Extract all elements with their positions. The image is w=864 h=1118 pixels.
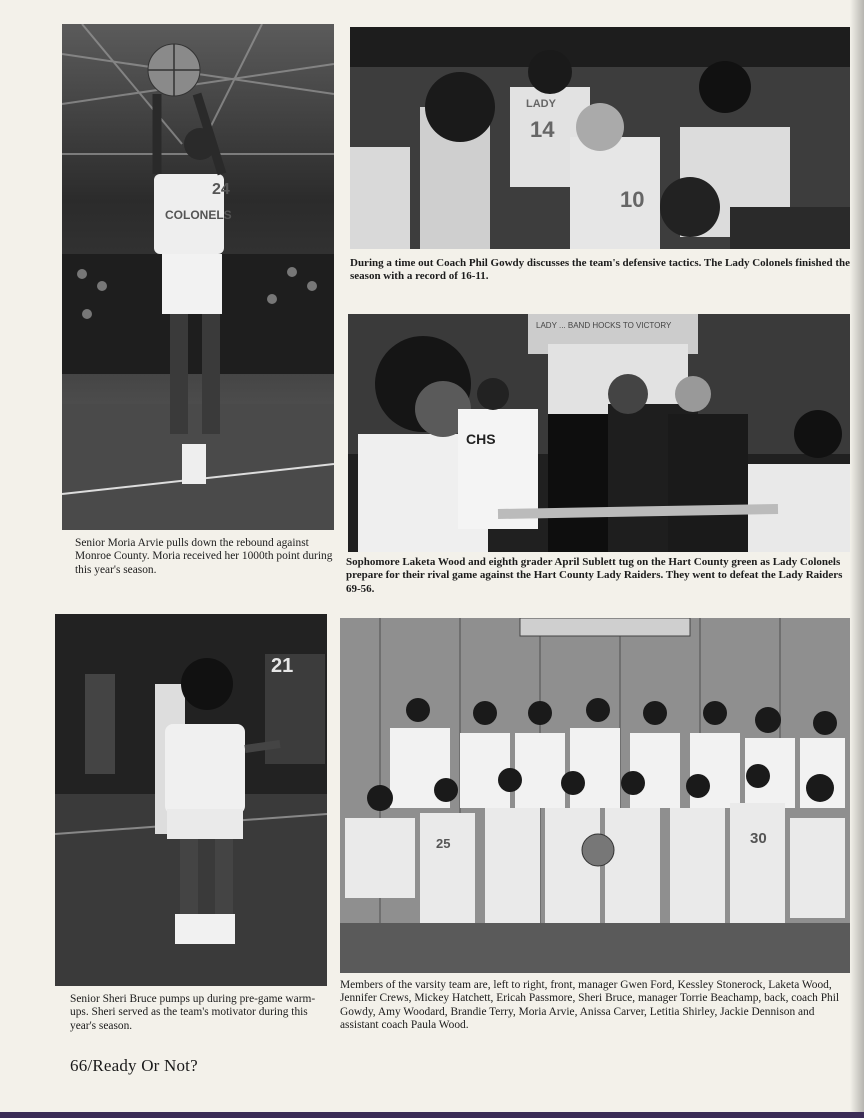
photo-rebound [62,24,334,530]
jersey-number-30: 30 [750,830,767,847]
jersey-number-21: 21 [271,655,294,677]
photo-team [340,618,850,973]
page-edge-shadow [850,0,864,1118]
photo-banner: LADY ... BAND HOCKS TO VICTORY [536,321,672,330]
page-folio: 66/Ready Or Not? [70,1056,198,1075]
caption-team: Members of the varsity team are, left to right, front, manager Gwen Ford, Kessley Stonerock, Laketa Wood, Jennifer Crews, Mickey Hatchett, Ericah Passmore, Sheri Bruce, manager Torrie Beachamp, back, coach Phil Gowdy, Amy Woodard, Brandie Terry, Moria Arvie, Anissa Carver, Letitia Shirley, Jackie Dennison and assistant coach Paula Wood. [340,979,840,1032]
caption-rebound: Senior Moria Arvie pulls down the rebound against Monroe County. Moria received her 1000th point during this year's season. [75,537,333,576]
jersey-number-24: 24 [212,181,230,198]
page-bottom-band [0,1112,864,1118]
photo-tug [348,314,850,552]
jersey-number-25: 25 [436,836,451,851]
photo-warmup [55,614,327,986]
jersey-colonels: COLONELS [165,208,232,222]
jersey-lady: LADY [526,98,556,110]
caption-tug: Sophomore Laketa Wood and eighth grader April Sublett tug on the Hart County green as Lady Colonels prepare for their rival game against the Hart County Lady Raiders. They went to defeat the Lady Raiders 69-56. [346,556,843,595]
caption-timeout: During a time out Coach Phil Gowdy discusses the team's defensive tactics. The Lady Colonels finished the season with a record of 16-11. [350,257,851,283]
jersey-number-14: 14 [530,117,555,142]
shirt-chs: CHS [466,431,496,447]
jersey-number-10: 10 [620,187,645,212]
photo-timeout [350,27,850,249]
caption-warmup: Senior Sheri Bruce pumps up during pre-game warm-ups. Sheri served as the team's motivator during this year's season. [70,993,316,1032]
